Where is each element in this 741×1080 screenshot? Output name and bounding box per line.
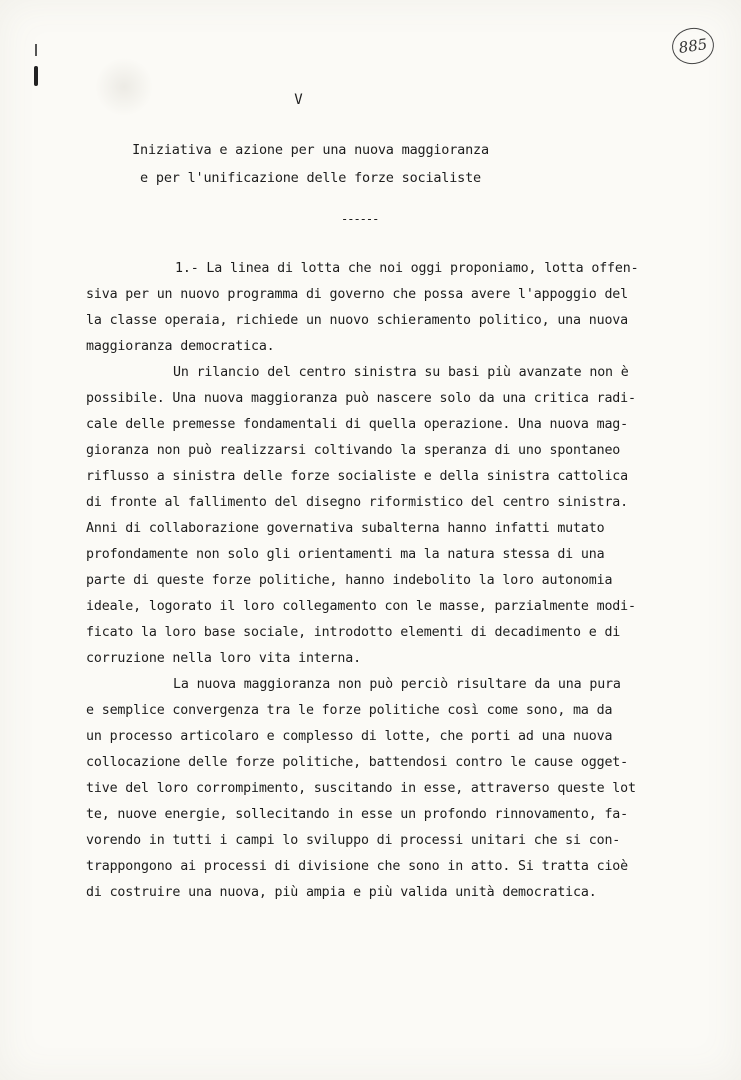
chapter-numeral: V <box>294 92 303 108</box>
title-separator: ------ <box>341 212 379 226</box>
text-line: Anni di collaborazione governativa subalterna hanno infatti mutato <box>86 521 605 536</box>
text-line: cale delle premesse fondamentali di quella operazione. Una nuova mag- <box>86 417 629 432</box>
text-line: di costruire una nuova, più ampia e più valida unità democratica. <box>86 885 597 900</box>
text-line: maggioranza democratica. <box>86 339 275 354</box>
paragraph-2 <box>86 360 706 672</box>
margin-ink-mark <box>34 44 38 86</box>
title-line: Iniziativa e azione per una nuova maggioranza <box>132 142 489 158</box>
section-title <box>0 136 681 192</box>
text-line: riflusso a sinistra delle forze socialiste e della sinistra cattolica <box>86 469 629 484</box>
text-line: siva per un nuovo programma di governo che possa avere l'appoggio del <box>86 287 629 302</box>
text-line: e semplice convergenza tra le forze politiche così come sono, ma da <box>86 703 613 718</box>
text-line: te, nuove energie, sollecitando in esse un profondo rinnovamento, fa- <box>86 807 629 822</box>
paragraph-3 <box>86 672 706 906</box>
page-number-stamp: 885 <box>670 25 717 66</box>
text-line: Un rilancio del centro sinistra su basi più avanzate non è <box>173 365 629 380</box>
text-line: 1.- La linea di lotta che noi oggi proponiamo, lotta offen- <box>175 261 639 276</box>
body-text <box>86 256 706 906</box>
ink-stroke <box>35 44 37 56</box>
text-line: ficato la loro base sociale, introdotto elementi di decadimento e di <box>86 625 621 640</box>
text-line: un processo articolaro e complesso di lotte, che porti ad una nuova <box>86 729 613 744</box>
text-line: La nuova maggioranza non può perciò risultare da una pura <box>173 677 621 692</box>
text-line: gioranza non può realizzarsi coltivando la speranza di uno spontaneo <box>86 443 621 458</box>
text-line: di fronte al fallimento del disegno riformistico del centro sinistra. <box>86 495 629 510</box>
paragraph-1 <box>86 256 706 360</box>
text-line: vorendo in tutti i campi lo sviluppo di processi unitari che si con- <box>86 833 621 848</box>
text-line: corruzione nella loro vita interna. <box>86 651 361 666</box>
ink-stroke <box>34 66 38 86</box>
paper-smudge <box>96 56 152 118</box>
text-line: la classe operaia, richiede un nuovo schieramento politico, una nuova <box>86 313 629 328</box>
text-line: ideale, logorato il loro collegamento con le masse, parzialmente modi- <box>86 599 636 614</box>
text-line: collocazione delle forze politiche, battendosi contro le cause ogget- <box>86 755 629 770</box>
title-line: e per l'unificazione delle forze socialiste <box>140 170 481 186</box>
text-line: trappongono ai processi di divisione che sono in atto. Si tratta cioè <box>86 859 629 874</box>
text-line: profondamente non solo gli orientamenti ma la natura stessa di una <box>86 547 605 562</box>
text-line: possibile. Una nuova maggioranza può nascere solo da una critica radi- <box>86 391 636 406</box>
text-line: parte di queste forze politiche, hanno indebolito la loro autonomia <box>86 573 613 588</box>
text-line: tive del loro corrompimento, suscitando in esse, attraverso queste lot <box>86 781 636 796</box>
